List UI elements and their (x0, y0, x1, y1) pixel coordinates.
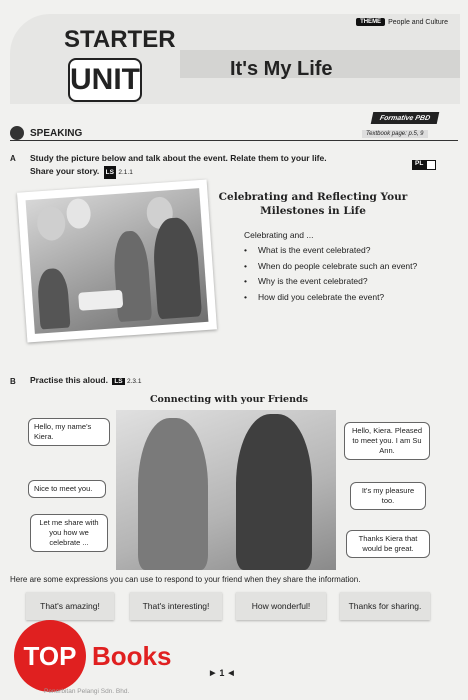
question-list (244, 244, 424, 306)
speaking-icon (10, 126, 24, 140)
ls-code: 2.3.1 (127, 378, 142, 385)
ls-badge: LS (114, 378, 123, 385)
expression-box: That's interesting! (130, 592, 222, 620)
ls-code: 2.1.1 (118, 169, 133, 176)
publisher-name: Penerbitan Pelangi Sdn. Bhd. (44, 688, 130, 695)
su-ann-figure (236, 414, 312, 570)
page-number: 1 (219, 668, 225, 678)
topbooks-logo-top: TOP (14, 620, 86, 692)
speech-bubble: Hello, Kiera. Pleased to meet you. I am Su Ann. (344, 422, 430, 460)
theme-value: People and Culture (388, 18, 448, 26)
unit-label: UNIT (68, 58, 142, 102)
unit-title: It's My Life (230, 58, 333, 80)
section-b-title: Connecting with your Friends (150, 394, 308, 405)
celebration-photo (17, 180, 217, 343)
child-figure (36, 268, 70, 330)
section-b-instruction: Practise this aloud. (30, 375, 108, 385)
speech-bubble: Nice to meet you. (28, 480, 106, 498)
section-b-letter: B (10, 377, 16, 386)
question-item: • Why is the event celebrated? (244, 275, 424, 288)
arrow-left-icon: ◀ (228, 670, 234, 677)
section-a-letter: A (10, 154, 16, 163)
ls-badge: LS (104, 166, 116, 179)
celebration-photo-image (26, 188, 209, 334)
balloon-shape (66, 198, 92, 230)
speaking-divider (10, 140, 458, 141)
speech-bubble: Thanks Kiera that would be great. (346, 530, 430, 558)
section-a-instruction-line2: Share your story. (30, 166, 100, 176)
textbook-reference: Textbook page: p.5, 9 (362, 130, 428, 138)
question-item: • How did you celebrate the event? (244, 291, 424, 304)
cake-shape (78, 290, 123, 311)
pl-answer-box (426, 160, 436, 170)
section-b-instruction-row (30, 375, 141, 385)
theme-row (356, 18, 448, 26)
girl-figure (151, 216, 202, 319)
balloon-shape (36, 206, 66, 242)
theme-badge: THEME (356, 18, 385, 26)
friends-photo (116, 410, 336, 570)
expression-box: That's amazing! (26, 592, 114, 620)
section-a-title: Celebrating and Reflecting Your Milestones in Life (218, 191, 408, 217)
section-a-intro: Celebrating and ... (244, 230, 314, 240)
pl-box (412, 160, 436, 170)
pl-label: PL (412, 160, 426, 170)
speech-bubble: It's my pleasure too. (350, 482, 426, 510)
expression-box: Thanks for sharing. (340, 592, 430, 620)
page-number-row (210, 668, 234, 678)
section-a-instruction (30, 152, 350, 179)
girl-figure (112, 230, 152, 322)
speech-bubble: Let me share with you how we celebrate ... (30, 514, 108, 552)
topbooks-logo-books: Books (92, 640, 172, 671)
speaking-label: SPEAKING (30, 128, 83, 139)
kiera-figure (138, 418, 208, 570)
expressions-note: Here are some expressions you can use to respond to your friend when they share the information. (10, 575, 361, 584)
section-a-instruction-line1: Study the picture below and talk about the event. Relate them to your life. (30, 153, 327, 163)
formative-pbd-badge: Formative PBD (371, 112, 440, 124)
question-item: • When do people celebrate such an event? (244, 260, 424, 273)
starter-label: STARTER (64, 26, 176, 53)
section-a-instruction-line2-row (30, 165, 350, 179)
topbooks-logo (14, 620, 171, 692)
question-item: • What is the event celebrated? (244, 244, 424, 257)
expression-box: How wonderful! (236, 592, 326, 620)
arrow-right-icon: ▶ (210, 670, 216, 677)
speech-bubble: Hello, my name's Kiera. (28, 418, 110, 446)
